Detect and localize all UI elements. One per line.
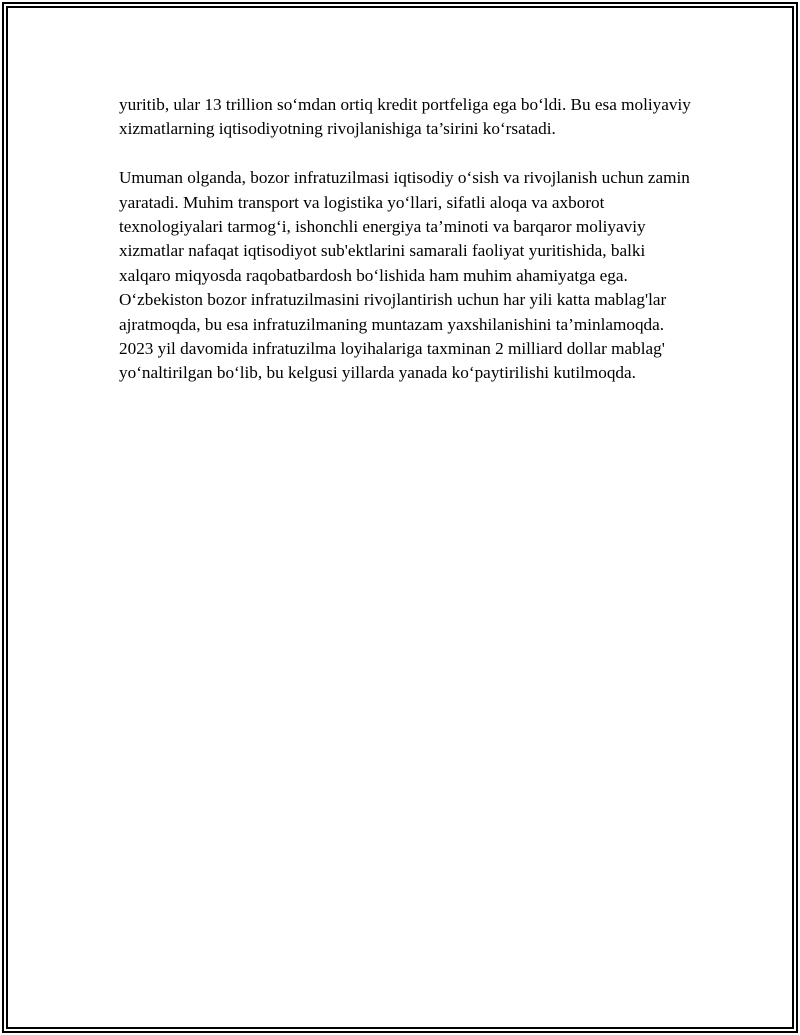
paragraph-continuation: yuritib, ular 13 trillion so‘mdan ortiq kredit portfeliga ega bo‘ldi. Bu esa moliyaviy xizmatlarning iqtisodiyotning rivojlanishiga ta’sirini ko‘rsatadi. [119, 95, 691, 139]
page-body [119, 93, 699, 386]
paragraph-conclusion: Umuman olganda, bozor infratuzilmasi iqtisodiy o‘sish va rivojlanish uchun zamin yaratadi. Muhim transport va logistika yo‘llari, sifatli aloqa va axborot texnologiyalari tarmog‘i, ishonchli energiya ta’minoti va barqaror moliyaviy xizmatlar nafaqat iqtisodiyot sub'ektlarini samarali faoliyat yuritishida, balki xalqaro miqyosda raqobatbardosh bo‘lishida ham muhim ahamiyatga ega. O‘zbekiston bozor infratuzilmasini rivojlantirish uchun har yili katta mablag'lar ajratmoqda, bu esa infratuzilmaning muntazam yaxshilanishini ta’minlamoqda. 2023 yil davomida infratuzilma loyihalariga taxminan 2 milliard dollar mablag' yo‘naltirilgan bo‘lib, bu kelgusi yillarda yanada ko‘paytirilishi kutilmoqda. [119, 168, 690, 383]
